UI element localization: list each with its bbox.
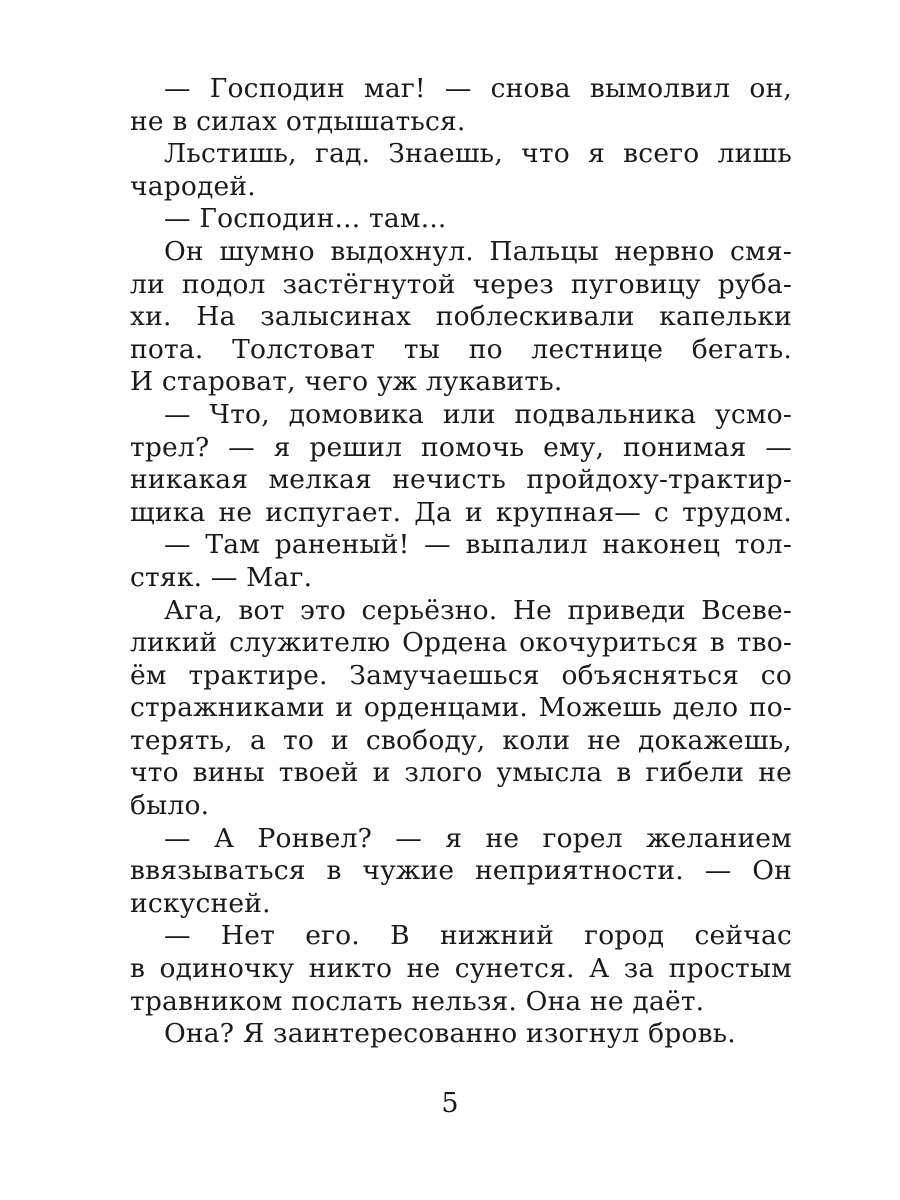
text-line: щика не испугает. Да и крупная— с трудом. xyxy=(130,496,792,528)
text-line: трел? — я решил помочь ему, понимая — xyxy=(130,431,792,463)
text-line: хи. На залысинах поблескивали капельки xyxy=(130,301,792,333)
text-line: — Господин... там... xyxy=(164,203,447,235)
text-line: никакая мелкая нечисть пройдоху-трактир- xyxy=(130,464,792,496)
page-text-block xyxy=(130,73,792,1051)
text-line: Она? Я заинтересованно изогнул бровь. xyxy=(164,1018,736,1050)
text-line: травником послать нельзя. Она не даёт. xyxy=(130,985,705,1017)
text-line: Он шумно выдохнул. Пальцы нервно смя- xyxy=(164,235,792,267)
text-line: стражниками и орденцами. Можешь дело по- xyxy=(130,692,792,724)
text-line: ём трактире. Замучаешься объясняться со xyxy=(130,659,792,691)
text-line: искусней. xyxy=(130,887,271,919)
text-line: Льстишь, гад. Знаешь, что я всего лишь xyxy=(164,138,792,170)
text-line: пота. Толстоват ты по лестнице бегать. xyxy=(130,333,792,365)
text-line: ли подол застёгнутой через пуговицу руба- xyxy=(130,268,792,300)
text-line: ликий служителю Ордена окочуриться в тво- xyxy=(130,627,792,659)
text-line: И староват, чего уж лукавить. xyxy=(130,366,563,398)
text-line: было. xyxy=(130,790,210,822)
text-line: — Господин маг! — снова вымолвил он, xyxy=(164,73,792,104)
text-line: ввязываться в чужие неприятности. — Он xyxy=(130,855,792,887)
text-line: чародей. xyxy=(130,170,256,202)
text-line: — Нет его. В нижний город сейчас xyxy=(164,920,792,952)
text-line: — А Ронвел? — я не горел желанием xyxy=(164,822,792,854)
text-line: стяк. — Маг. xyxy=(130,561,313,593)
text-line: Ага, вот это серьёзно. Не приведи Всеве- xyxy=(164,594,792,626)
text-line: — Что, домовика или подвальника усмо- xyxy=(164,398,792,430)
text-line: в одиночку никто не сунется. А за простым xyxy=(130,953,792,985)
text-line: что вины твоей и злого умысла в гибели не xyxy=(130,757,792,789)
text-line: — Там раненый! — выпалил наконец тол- xyxy=(164,529,792,561)
page-number: 5 xyxy=(441,1088,459,1119)
text-line: терять, а то и свободу, коли не докажешь, xyxy=(130,724,792,756)
text-line: не в силах отдышаться. xyxy=(130,105,466,137)
